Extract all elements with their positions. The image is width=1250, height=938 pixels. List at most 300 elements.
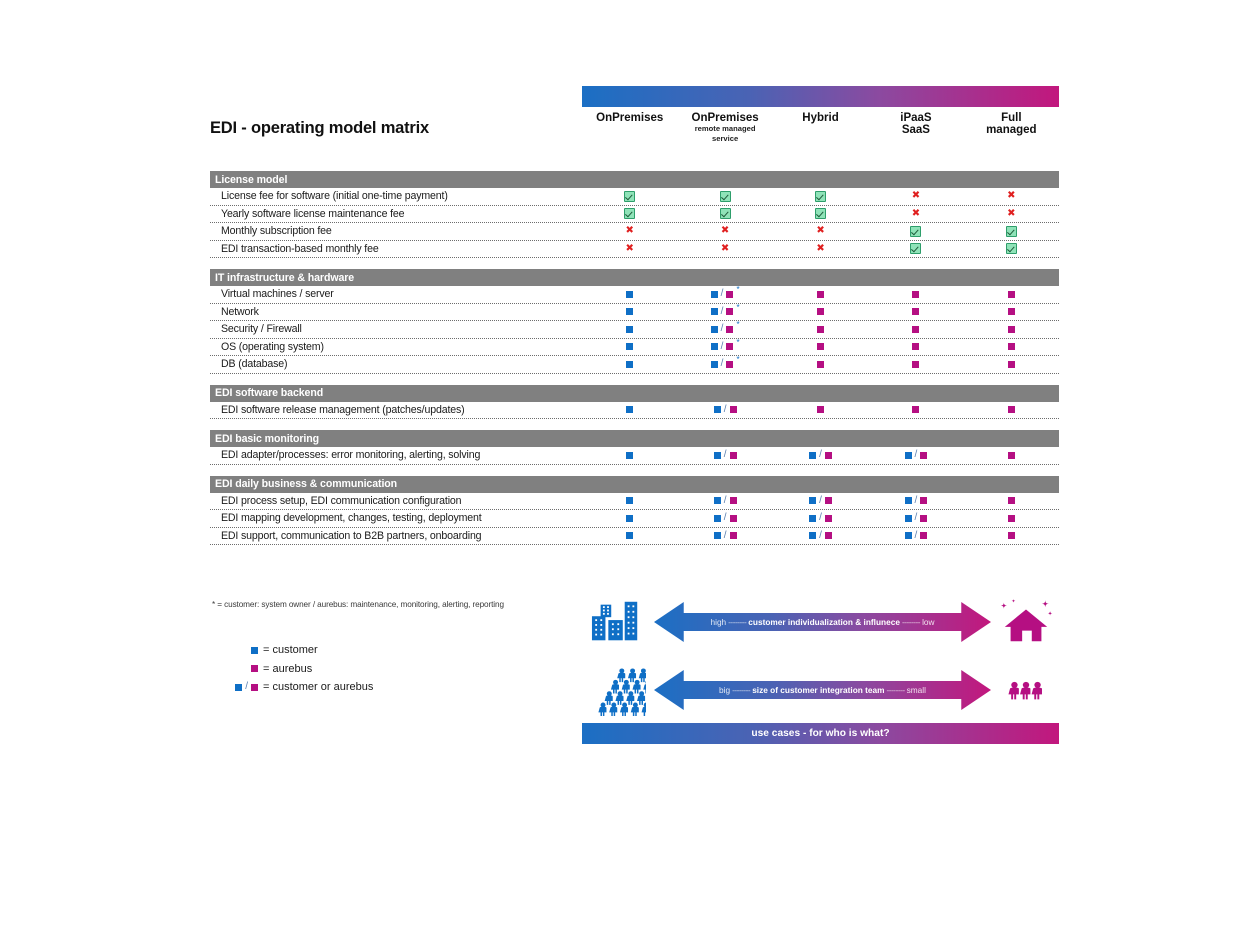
table-cell	[964, 402, 1059, 419]
arrow-left-word: high	[710, 617, 727, 627]
section-header: EDI software backend	[210, 385, 1059, 402]
cell-customer-or-aurebus	[905, 496, 928, 506]
cell-customer-or-aurebus	[905, 450, 928, 460]
cell-aurebus	[1008, 497, 1015, 504]
column-header-row	[582, 112, 1059, 160]
arrow-dash-right: --------	[901, 617, 921, 627]
row-label: OS (operating system)	[221, 340, 324, 353]
aurebus-square-icon	[1008, 291, 1015, 298]
arrow-row-2	[582, 660, 1059, 720]
table-cell	[773, 241, 868, 258]
cell-check	[624, 191, 635, 202]
cell-customer	[626, 326, 633, 333]
cell-aurebus	[912, 326, 919, 333]
arrow-dash-right: --------	[886, 685, 905, 695]
cell-aurebus	[817, 361, 824, 368]
table-cell	[964, 339, 1059, 356]
column-header-sub2: service	[712, 133, 739, 143]
aurebus-square-icon	[1008, 343, 1015, 350]
table-cell	[773, 188, 868, 205]
cell-aurebus	[1008, 361, 1015, 368]
section-gap	[210, 258, 1059, 269]
table-row	[210, 402, 1059, 420]
customer-square-icon	[711, 308, 718, 315]
table-cell	[677, 286, 772, 303]
legend-item	[212, 641, 592, 660]
footnote-asterisk: *	[736, 285, 740, 295]
cross-icon: ✖	[911, 207, 921, 219]
table-cell	[868, 447, 963, 464]
aurebus-square-icon	[825, 532, 832, 539]
table-cell	[677, 304, 772, 321]
table-row	[210, 286, 1059, 304]
aurebus-square-icon	[817, 361, 824, 368]
column-header-main: iPaaS	[900, 112, 932, 124]
arrow-diagram	[582, 592, 1059, 744]
customer-square-icon	[626, 326, 633, 333]
aurebus-square-icon	[730, 497, 737, 504]
cell-customer	[626, 515, 633, 522]
cell-customer-or-aurebus	[809, 513, 832, 523]
cell-aurebus	[817, 308, 824, 315]
row-label: EDI transaction-based monthly fee	[221, 242, 379, 255]
aurebus-square-icon	[912, 308, 919, 315]
cell-check	[910, 243, 921, 254]
customer-square-icon	[711, 326, 718, 333]
table-cell	[964, 206, 1059, 223]
legend-label: = customer or aurebus	[263, 681, 374, 694]
table-cell	[964, 510, 1059, 527]
aurebus-square-icon	[1008, 452, 1015, 459]
legend	[212, 600, 592, 697]
table-cell	[868, 286, 963, 303]
cell-customer-or-aurebus	[714, 405, 737, 415]
table-cell	[773, 286, 868, 303]
arrow-right-word: small	[906, 685, 926, 695]
section-gap	[210, 374, 1059, 385]
table-cell	[868, 304, 963, 321]
cell-aurebus	[1008, 406, 1015, 413]
cell-aurebus	[912, 361, 919, 368]
check-icon	[1006, 226, 1017, 237]
cell-aurebus	[912, 406, 919, 413]
cross-icon: ✖	[625, 242, 634, 254]
customer-square-icon	[714, 532, 721, 539]
check-icon	[815, 191, 826, 202]
row-label: EDI software release management (patches/updates)	[221, 403, 465, 416]
cell-customer	[626, 361, 633, 368]
row-cells	[582, 447, 1059, 464]
table-cell	[773, 402, 868, 419]
row-cells	[582, 286, 1059, 303]
section-header: IT infrastructure & hardware	[210, 269, 1059, 286]
arrow-left-word: big	[719, 685, 731, 695]
slash-separator: /	[723, 529, 727, 541]
column-header-main: OnPremises	[596, 112, 664, 124]
cell-aurebus	[1008, 343, 1015, 350]
cell-check	[815, 208, 826, 219]
cell-cross	[816, 226, 824, 236]
table-cell	[677, 356, 772, 373]
arrow-dash-left: --------	[728, 617, 747, 627]
row-label: Monthly subscription fee	[221, 225, 332, 238]
row-cells	[582, 241, 1059, 258]
row-label: License fee for software (initial one-time payment)	[221, 190, 448, 203]
customer-square-icon	[711, 291, 718, 298]
aurebus-square-icon	[817, 291, 824, 298]
cell-customer	[251, 647, 258, 654]
customer-square-icon	[626, 532, 633, 539]
aurebus-square-icon	[912, 361, 919, 368]
row-label: EDI mapping development, changes, testing, deployment	[221, 512, 482, 525]
section-gap	[210, 465, 1059, 476]
table-cell	[964, 241, 1059, 258]
check-icon	[910, 243, 921, 254]
table-cell	[582, 206, 677, 223]
customer-square-icon	[626, 343, 633, 350]
table-cell	[964, 493, 1059, 510]
column-header-main: OnPremises	[691, 112, 759, 124]
table-cell	[964, 356, 1059, 373]
customer-square-icon	[714, 406, 721, 413]
cell-check	[1006, 226, 1017, 237]
check-icon	[720, 191, 731, 202]
legend-label: = aurebus	[263, 662, 313, 675]
table-cell	[773, 493, 868, 510]
check-icon	[624, 191, 635, 202]
slash-separator: /	[819, 529, 822, 541]
cell-check	[910, 226, 921, 237]
table-cell	[677, 188, 772, 205]
table-cell	[582, 402, 677, 419]
aurebus-square-icon	[1008, 406, 1015, 413]
customer-square-icon	[809, 532, 816, 539]
aurebus-square-icon	[1008, 497, 1015, 504]
arrow-middle-text: customer individualization & influnece	[748, 617, 900, 627]
check-icon	[624, 208, 635, 219]
slash-separator: /	[819, 494, 822, 506]
cell-aurebus	[817, 406, 824, 413]
table-row	[210, 493, 1059, 511]
row-label: EDI adapter/processes: error monitoring, alerting, solving	[221, 449, 481, 462]
customer-square-icon	[714, 515, 721, 522]
cell-customer-or-aurebus	[809, 496, 832, 506]
table-cell	[677, 402, 772, 419]
cross-icon: ✖	[720, 225, 730, 237]
table-cell	[773, 223, 868, 240]
table-cell	[964, 321, 1059, 338]
table-cell	[677, 447, 772, 464]
cell-customer-or-aurebus	[711, 355, 740, 370]
use-cases-bar: use cases - for who is what?	[582, 723, 1059, 744]
house-sparkle-icon	[997, 596, 1055, 648]
slash-separator: /	[723, 494, 727, 506]
cell-customer-or-aurebus	[711, 302, 740, 317]
check-icon	[815, 208, 826, 219]
cell-aurebus	[1008, 291, 1015, 298]
table-cell	[868, 188, 963, 205]
customer-square-icon	[235, 684, 242, 691]
cell-check	[624, 208, 635, 219]
cross-icon: ✖	[1007, 190, 1016, 202]
legend-item	[212, 678, 592, 697]
check-icon	[910, 226, 921, 237]
table-cell	[677, 493, 772, 510]
slash-separator: /	[720, 288, 724, 300]
customer-square-icon	[626, 497, 633, 504]
table-cell	[582, 447, 677, 464]
table-cell	[677, 528, 772, 545]
arrow-dash-left: --------	[732, 685, 751, 695]
table-cell	[582, 286, 677, 303]
cell-aurebus	[817, 343, 824, 350]
cell-aurebus	[1008, 515, 1015, 522]
table-cell	[868, 223, 963, 240]
table-cell	[773, 339, 868, 356]
aurebus-square-icon	[730, 515, 737, 522]
table-cell	[868, 493, 963, 510]
aurebus-square-icon	[817, 343, 824, 350]
row-cells	[582, 339, 1059, 356]
table-row	[210, 356, 1059, 374]
aurebus-square-icon	[825, 452, 832, 459]
table-row	[210, 339, 1059, 357]
arrow-middle-text: size of customer integration team	[752, 685, 885, 695]
cell-customer-or-aurebus	[714, 496, 737, 506]
cell-customer	[626, 532, 633, 539]
row-label: EDI support, communication to B2B partners, onboarding	[221, 529, 482, 542]
cross-icon: ✖	[816, 242, 825, 254]
table-cell	[964, 286, 1059, 303]
cell-customer	[626, 406, 633, 413]
table-cell	[964, 223, 1059, 240]
slash-separator: /	[720, 340, 724, 352]
customer-square-icon	[626, 361, 633, 368]
arrow-right-word: low	[922, 617, 935, 627]
table-row	[210, 188, 1059, 206]
row-cells	[582, 510, 1059, 527]
small-team-people-icon	[997, 664, 1055, 716]
table-cell	[677, 206, 772, 223]
table-cell	[677, 241, 772, 258]
table-row	[210, 241, 1059, 259]
table-cell	[868, 321, 963, 338]
cell-check	[720, 191, 731, 202]
customer-square-icon	[905, 497, 912, 504]
slash-separator: /	[819, 512, 822, 524]
header-gradient-bar	[582, 86, 1059, 107]
cell-aurebus	[251, 665, 258, 672]
slash-separator: /	[914, 494, 918, 506]
slash-separator: /	[914, 512, 918, 524]
column-header-main: Full	[1001, 112, 1022, 124]
table-cell	[773, 447, 868, 464]
aurebus-square-icon	[912, 406, 919, 413]
aurebus-square-icon	[1008, 361, 1015, 368]
cell-cross	[721, 226, 729, 236]
cell-customer	[626, 308, 633, 315]
cell-aurebus	[1008, 326, 1015, 333]
slash-separator: /	[720, 358, 724, 370]
aurebus-square-icon	[730, 406, 737, 413]
row-label: Security / Firewall	[221, 323, 302, 336]
aurebus-square-icon	[920, 515, 927, 522]
cell-customer-or-aurebus	[905, 513, 928, 523]
aurebus-square-icon	[912, 326, 919, 333]
row-cells	[582, 356, 1059, 373]
slash-separator: /	[723, 449, 727, 461]
cell-aurebus	[912, 308, 919, 315]
legend-items	[212, 641, 592, 697]
cross-icon: ✖	[816, 225, 825, 237]
customer-square-icon	[251, 647, 258, 654]
row-cells	[582, 188, 1059, 205]
customer-square-icon	[711, 361, 718, 368]
slash-separator: /	[720, 305, 724, 317]
table-cell	[582, 304, 677, 321]
slash-separator: /	[720, 323, 724, 335]
customer-square-icon	[809, 497, 816, 504]
table-cell	[964, 528, 1059, 545]
aurebus-square-icon	[1008, 308, 1015, 315]
arrow-row-1	[582, 592, 1059, 652]
table-cell	[773, 356, 868, 373]
row-cells	[582, 402, 1059, 419]
aurebus-square-icon	[251, 665, 258, 672]
row-cells	[582, 321, 1059, 338]
cross-icon: ✖	[911, 190, 921, 202]
cell-customer-or-aurebus	[714, 450, 737, 460]
customer-square-icon	[626, 308, 633, 315]
cell-aurebus	[912, 291, 919, 298]
customer-square-icon	[905, 515, 912, 522]
aurebus-square-icon	[726, 308, 733, 315]
cell-customer-or-aurebus	[905, 531, 928, 541]
aurebus-square-icon	[817, 406, 824, 413]
cell-check	[815, 191, 826, 202]
table-cell	[773, 321, 868, 338]
cell-customer	[626, 452, 633, 459]
aurebus-square-icon	[817, 308, 824, 315]
table-row	[210, 223, 1059, 241]
aurebus-square-icon	[251, 684, 258, 691]
cell-customer-or-aurebus	[235, 682, 258, 692]
table-row	[210, 447, 1059, 465]
row-cells	[582, 304, 1059, 321]
table-cell	[868, 339, 963, 356]
row-label: Network	[221, 305, 259, 318]
table-cell	[582, 339, 677, 356]
cell-cross	[1007, 191, 1015, 201]
footnote-asterisk: *	[736, 320, 740, 330]
cell-customer-or-aurebus	[714, 513, 737, 523]
cell-cross	[721, 244, 729, 254]
table-cell	[582, 356, 677, 373]
cross-icon: ✖	[720, 242, 730, 254]
section-gap	[210, 419, 1059, 430]
cell-customer	[626, 497, 633, 504]
aurebus-square-icon	[726, 291, 733, 298]
table-cell	[868, 402, 963, 419]
table-cell	[964, 304, 1059, 321]
slash-separator: /	[819, 449, 822, 461]
customer-square-icon	[714, 452, 721, 459]
column-header-sub: remote managed	[694, 124, 756, 134]
customer-square-icon	[905, 532, 912, 539]
table-cell	[582, 223, 677, 240]
cross-icon: ✖	[625, 225, 634, 237]
cell-customer-or-aurebus	[711, 285, 740, 300]
legend-footnote: * = customer: system owner / aurebus: maintenance, monitoring, alerting, reporting	[212, 600, 504, 609]
table-cell	[773, 510, 868, 527]
legend-item	[212, 660, 592, 679]
column-header-5	[964, 112, 1059, 160]
customer-square-icon	[626, 406, 633, 413]
aurebus-square-icon	[1008, 326, 1015, 333]
table-cell	[582, 241, 677, 258]
cell-aurebus	[912, 343, 919, 350]
check-icon	[720, 208, 731, 219]
row-cells	[582, 206, 1059, 223]
cell-check	[720, 208, 731, 219]
legend-key	[212, 665, 258, 672]
section-header: License model	[210, 171, 1059, 188]
cell-aurebus	[817, 291, 824, 298]
table-cell	[582, 510, 677, 527]
table-cell	[868, 241, 963, 258]
cell-cross	[912, 209, 920, 219]
slash-separator: /	[245, 681, 248, 693]
table-row	[210, 304, 1059, 322]
table-cell	[677, 339, 772, 356]
customer-square-icon	[711, 343, 718, 350]
table-cell	[964, 188, 1059, 205]
aurebus-square-icon	[1008, 515, 1015, 522]
table-cell	[868, 206, 963, 223]
customer-square-icon	[809, 452, 816, 459]
footnote-asterisk: *	[736, 302, 740, 312]
table-cell	[868, 510, 963, 527]
table-cell	[582, 528, 677, 545]
aurebus-square-icon	[726, 326, 733, 333]
cell-aurebus	[817, 326, 824, 333]
row-cells	[582, 528, 1059, 545]
aurebus-square-icon	[912, 291, 919, 298]
row-label: EDI process setup, EDI communication configuration	[221, 494, 462, 507]
cross-icon: ✖	[1007, 207, 1016, 219]
table-cell	[677, 321, 772, 338]
legend-label: = customer	[263, 644, 318, 657]
aurebus-square-icon	[912, 343, 919, 350]
aurebus-square-icon	[825, 515, 832, 522]
cell-aurebus	[1008, 532, 1015, 539]
table-row	[210, 321, 1059, 339]
table-cell	[677, 223, 772, 240]
cell-aurebus	[1008, 308, 1015, 315]
row-cells	[582, 493, 1059, 510]
double-headed-arrow-icon	[654, 670, 991, 710]
footnote-asterisk: *	[736, 355, 740, 365]
legend-key	[212, 682, 258, 692]
table-cell	[582, 493, 677, 510]
column-header-2	[677, 112, 772, 160]
cell-customer-or-aurebus	[711, 320, 740, 335]
cell-aurebus	[1008, 452, 1015, 459]
customer-square-icon	[809, 515, 816, 522]
table-cell	[868, 356, 963, 373]
aurebus-square-icon	[1008, 532, 1015, 539]
table-cell	[677, 510, 772, 527]
